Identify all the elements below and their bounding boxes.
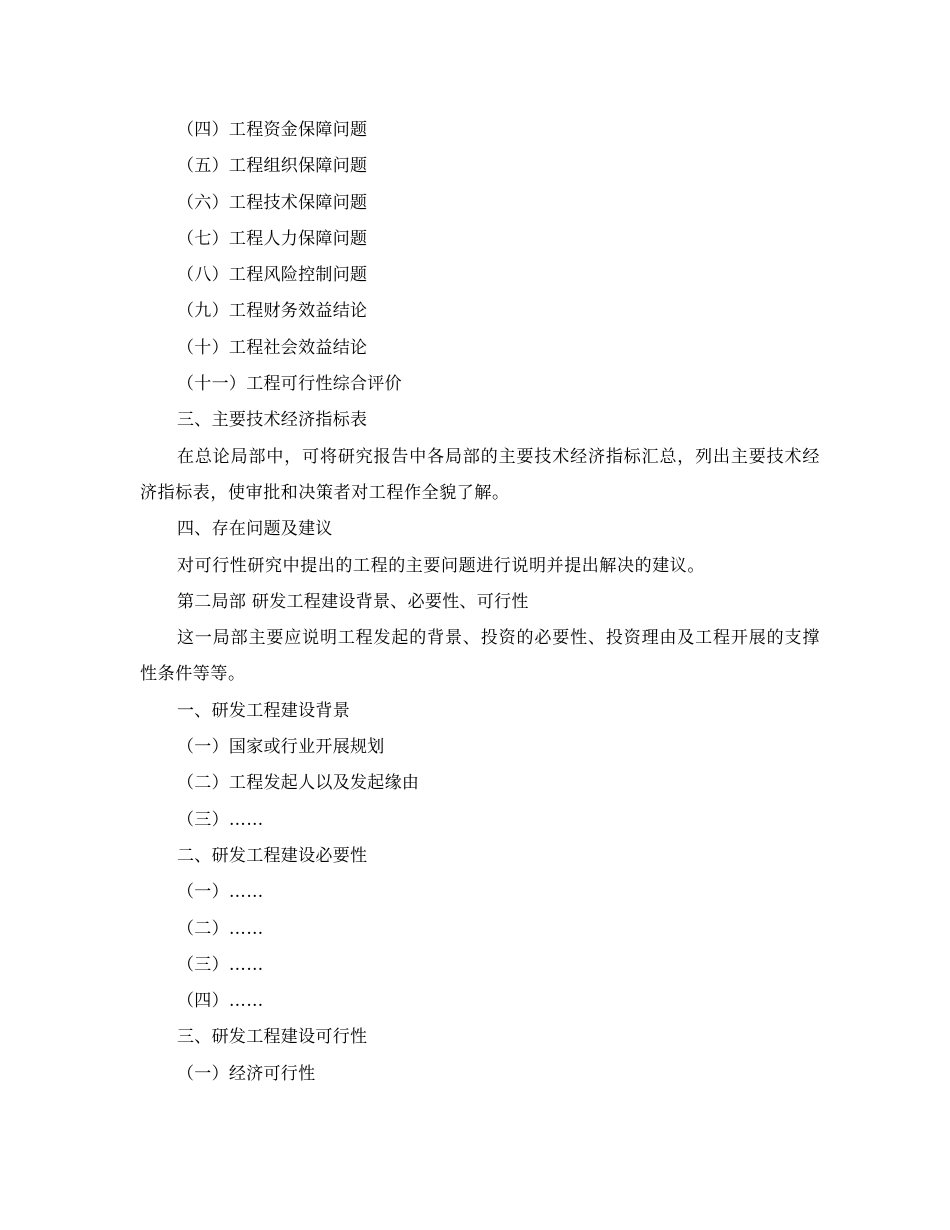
section-heading: 三、主要技术经济指标表 (177, 410, 368, 431)
list-item: （一）经济可行性 (177, 1063, 316, 1084)
list-item: （九）工程财务效益结论 (177, 301, 368, 322)
list-item: （十）工程社会效益结论 (177, 337, 368, 358)
list-item: （十一）工程可行性综合评价 (177, 374, 402, 395)
section-heading: 三、研发工程建设可行性 (177, 1027, 368, 1048)
document-body (140, 112, 820, 1092)
list-item: （二）…… (177, 918, 264, 939)
paragraph: 这一局部主要应说明工程发起的背景、投资的必要性、投资理由及工程开展的支撑性条件等等。 (140, 628, 820, 685)
list-item: （一）国家或行业开展规划 (177, 737, 385, 758)
list-item: （二）工程发起人以及发起缘由 (177, 773, 420, 794)
paragraph: 在总论局部中，可将研究报告中各局部的主要技术经济指标汇总，列出主要技术经济指标表，使审批和决策者对工程作全貌了解。 (140, 446, 820, 503)
section-heading: 一、研发工程建设背景 (177, 700, 350, 721)
part-heading: 第二局部 研发工程建设背景、必要性、可行性 (177, 591, 529, 612)
list-item: （三）…… (177, 809, 264, 830)
list-item: （四）工程资金保障问题 (177, 120, 368, 140)
list-item: （三）…… (177, 954, 264, 975)
list-item: （七）工程人力保障问题 (177, 228, 368, 249)
section-heading: 二、研发工程建设必要性 (177, 845, 368, 866)
list-item: （六）工程技术保障问题 (177, 192, 368, 213)
list-item: （一）…… (177, 882, 264, 903)
list-item: （八）工程风险控制问题 (177, 265, 368, 286)
list-item: （五）工程组织保障问题 (177, 156, 368, 177)
paragraph: 对可行性研究中提出的工程的主要问题进行说明并提出解决的建议。 (177, 555, 705, 576)
section-heading: 四、存在问题及建议 (177, 519, 333, 540)
list-item: （四）…… (177, 991, 264, 1012)
